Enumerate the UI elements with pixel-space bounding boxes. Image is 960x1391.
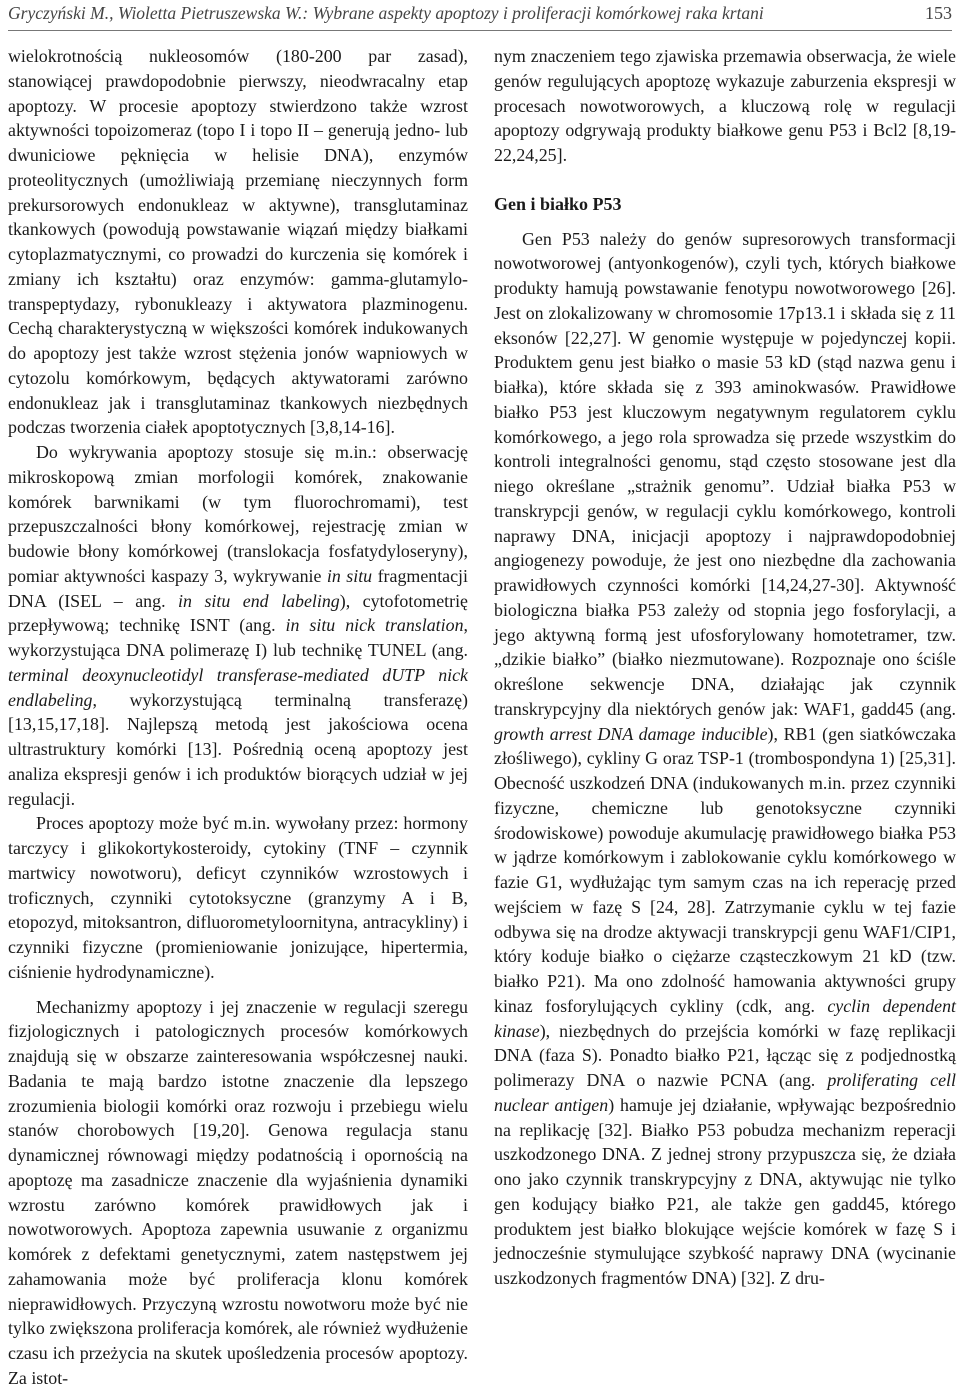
left-column: [8, 44, 468, 1391]
page-number: 153: [925, 3, 952, 23]
running-title: Gryczyński M., Wioletta Pietruszewska W.: Wybrane aspekty apoptozy i proliferacji komórkowej raka krtani: [8, 3, 764, 23]
section-heading: Gen i białko P53: [494, 193, 622, 214]
right-paragraph-1: nym znaczeniem tego zjawiska przemawia obserwacja, że wiele genów regulujących apoptozę wykazuje zaburzenia ekspresji w procesach nowotworowych, a kluczową rolę w regulacji apoptozy odgrywają produkty białkowe genu P53 i Bcl2 [8,19-22,24,25].: [494, 46, 956, 165]
running-header: [8, 0, 952, 31]
left-paragraph-4: Mechanizmy apoptozy i jej znaczenie w regulacji szeregu fizjologicznych i patologicznych procesów komórkowych znajdują się w obszarze zainteresowania współczesnej nauki. Badania te mają bardzo istotne znaczenie dla lepszego zrozumienia biologii komórki oraz rozwoju i przebiegu wielu stanów chorobowych [19,20]. Genowa regulacja stanu dynamicznej równowagi między podatnością i opornością na apoptozę ma zasadnicze znaczenie dla wyjaśnienia dynamiki wzrostu zarówno komórek prawidłowych jak i nowotworowych. Apoptoza zapewnia usuwanie z organizmu komórek z defektami genetycznymi, zatem następstwem jej zahamowania może być proliferacja klonu komórek nieprawidłowych. Przyczyną wzrostu nowotworu może być nie tylko zwiększona proliferacja komórek, ale również wydłużenie czasu ich przeżycia na skutek upośledzenia procesów apoptozy. Za istot-: [8, 996, 468, 1388]
right-paragraph-2: Gen P53 należy do genów supresorowych transformacji nowotworowej (antyonkogenów), czyli tych, których białkowe produkty hamują powstawanie fenotypu nowotworowego [26]. Jest on zlokalizowany w chromosomie 17p13.1 i składa się z 11 eksonów [22,27]. W genomie występuje w pojedynczej kopii. Produktem genu jest białko o masie 53 kD (stąd nazwa genu i białka), które składa się z 393 aminokwasów. Prawidłowe białko P53 jest kluczowym negatywnym regulatorem cyklu komórkowego, a jego rola sprowadza się przede wszystkim do kontroli integralności genomu, stąd często stosowane jest dla niego określane „strażnik genomu”. Udział białka P53 w transkrypcji genów, w regulacji cyklu komórkowego, kontroli naprawy DNA, inicjacji apoptozy i najprawdopodobniej angiogenezy powoduje, że jest ono niezbędne dla zachowania prawidłowych czynności komórki [14,24,27-30]. Aktywność biologiczna białka P53 zależy od stopnia jego fosforylacji, a jego aktywną formą jest ufosforylowany homotetramer, tzw. „dzikie białko” (białko niezmutowane). Rozpoznaje ono ściśle określone sekwencje DNA, działając jak czynnik transkrypcyjny dla niektórych genów jak: WAF1, gadd45 (ang. growth arrest DNA damage inducible), RB1 (gen siatkówczaka złośliwego), cykliny G oraz TSP-1 (trombospondyna 1) [25,31]. Obecność uszkodzeń DNA (indukowanych m.in. przez czynniki fizyczne, chemiczne lub genotoksyczne czynniki środowiskowe) powoduje akumulację prawidłowego białka P53 w jądrze komórkowym i zablokowanie cyklu komórkowego w fazie G1, wydłużając tym samym czas na ich reperację przed wejściem w fazę S [24, 28]. Zatrzymanie cyklu w tej fazie odbywa się na drodze aktywacji transkrypcji genu WAF1/CIP1, który koduje białko o ciężarze cząsteczkowym 21 kD (tzw. białko P21). Ma ono zdolność hamowania aktywności grupy kinaz fosforylujących cykliny (cdk, ang. cyclin dependent kinase), niezbędnych do przejścia komórki w fazę replikacji DNA (faza S). Ponadto białko P21, łącząc się z podjednostką polimerazy DNA o nazwie PCNA (ang. proliferating cell nuclear antigen) hamuje jej działanie, wpływając bezpośrednio na replikację [32]. Białko P53 pobudza mechanizm reperacji uszkodzonego DNA. Z jednej strony przypuszcza się, że działa ono jako czynnik transkrypcyjny z DNA, aktywując nie tylko gen kodujący białko P21, ale także gen gadd45, którego produktem jest białko blokujące wejście komórek w fazę S i jednocześnie stymulujące szybkość naprawy DNA (wycinanie uszkodzonych fragmentów DNA) [32]. Z dru-: [494, 228, 957, 1288]
left-paragraph-2: Do wykrywania apoptozy stosuje się m.in.: obserwację mikroskopową zmian morfologii komórek, znakowanie komórek barwnikami (w tym fluorochromami), test przepuszczalności błony komórkowej, rejestrację zmian w budowie błony komórkowej (translokacja fosfatydyloseryny), pomiar aktywności kaspazy 3, wykrywanie in situ fragmentacji DNA (ISEL – ang. in situ end labeling), cytofotometrię przepływową; technikę ISNT (ang. in situ nick translation, wykorzystująca DNA polimerazę I) lub technikę TUNEL (ang. terminal deoxynucleotidyl transferase-mediated dUTP nick endlabeling, wykorzystującą terminalną transferazę) [13,15,17,18]. Najlepszą metodą jest jakościowa ocena ultrastruktury komórki [13]. Pośrednią oceną apoptozy jest analiza ekspresji genów i ich produktów biorących udział w jej regulacji.: [8, 442, 469, 809]
left-paragraph-1: wielokrotnością nukleosomów (180-200 par zasad), stanowiącej prawdopodobnie pierwszy, nieodwracalny etap apoptozy. W procesie apoptozy stwierdzono także wzrost aktywności topoizomeraz (topo I i topo II – generują jedno- lub dwuniciowe pęknięcia w helisie DNA), enzymów proteolitycznych (umożliwiają przemianę nieczynnych form prekursorowych endonukleaz w aktywne), transglutaminaz tkankowych (powodują powstawanie wiązań między białkami cytoplazmatycznymi, co prowadzi do kurczenia się komórek i zmiany ich kształtu) oraz enzymów: gamma-glutamylo-transpeptydazy, rybonukleazy i aktywatora plazminogenu. Cechą charakterystyczną w większości komórek indukowanych do apoptozy jest także wzrost stężenia jonów wapniowych w cytozolu komórkowym, będących aktywatorami zarówno endonukleaz jak i transglutaminaz tkankowych niezbędnych podczas tworzenia ciałek apoptotycznych [3,8,14-16].: [8, 46, 468, 438]
left-paragraph-3: Proces apoptozy może być m.in. wywołany przez: hormony tarczycy i glikokortykosteroidy, cytokiny (TNF – czynnik martwicy nowotworu), deficyt czynników wzrostowych i troficznych, czynniki cytotoksyczne (granzymy A i B, etopozyd, mitoksantron, difluorometyloornityna, antracykliny) i czynniki fizyczne (promieniowanie jonizujące, hipertermia, ciśnienie hydrodynamiczne).: [8, 813, 468, 982]
right-column: [494, 44, 956, 1291]
